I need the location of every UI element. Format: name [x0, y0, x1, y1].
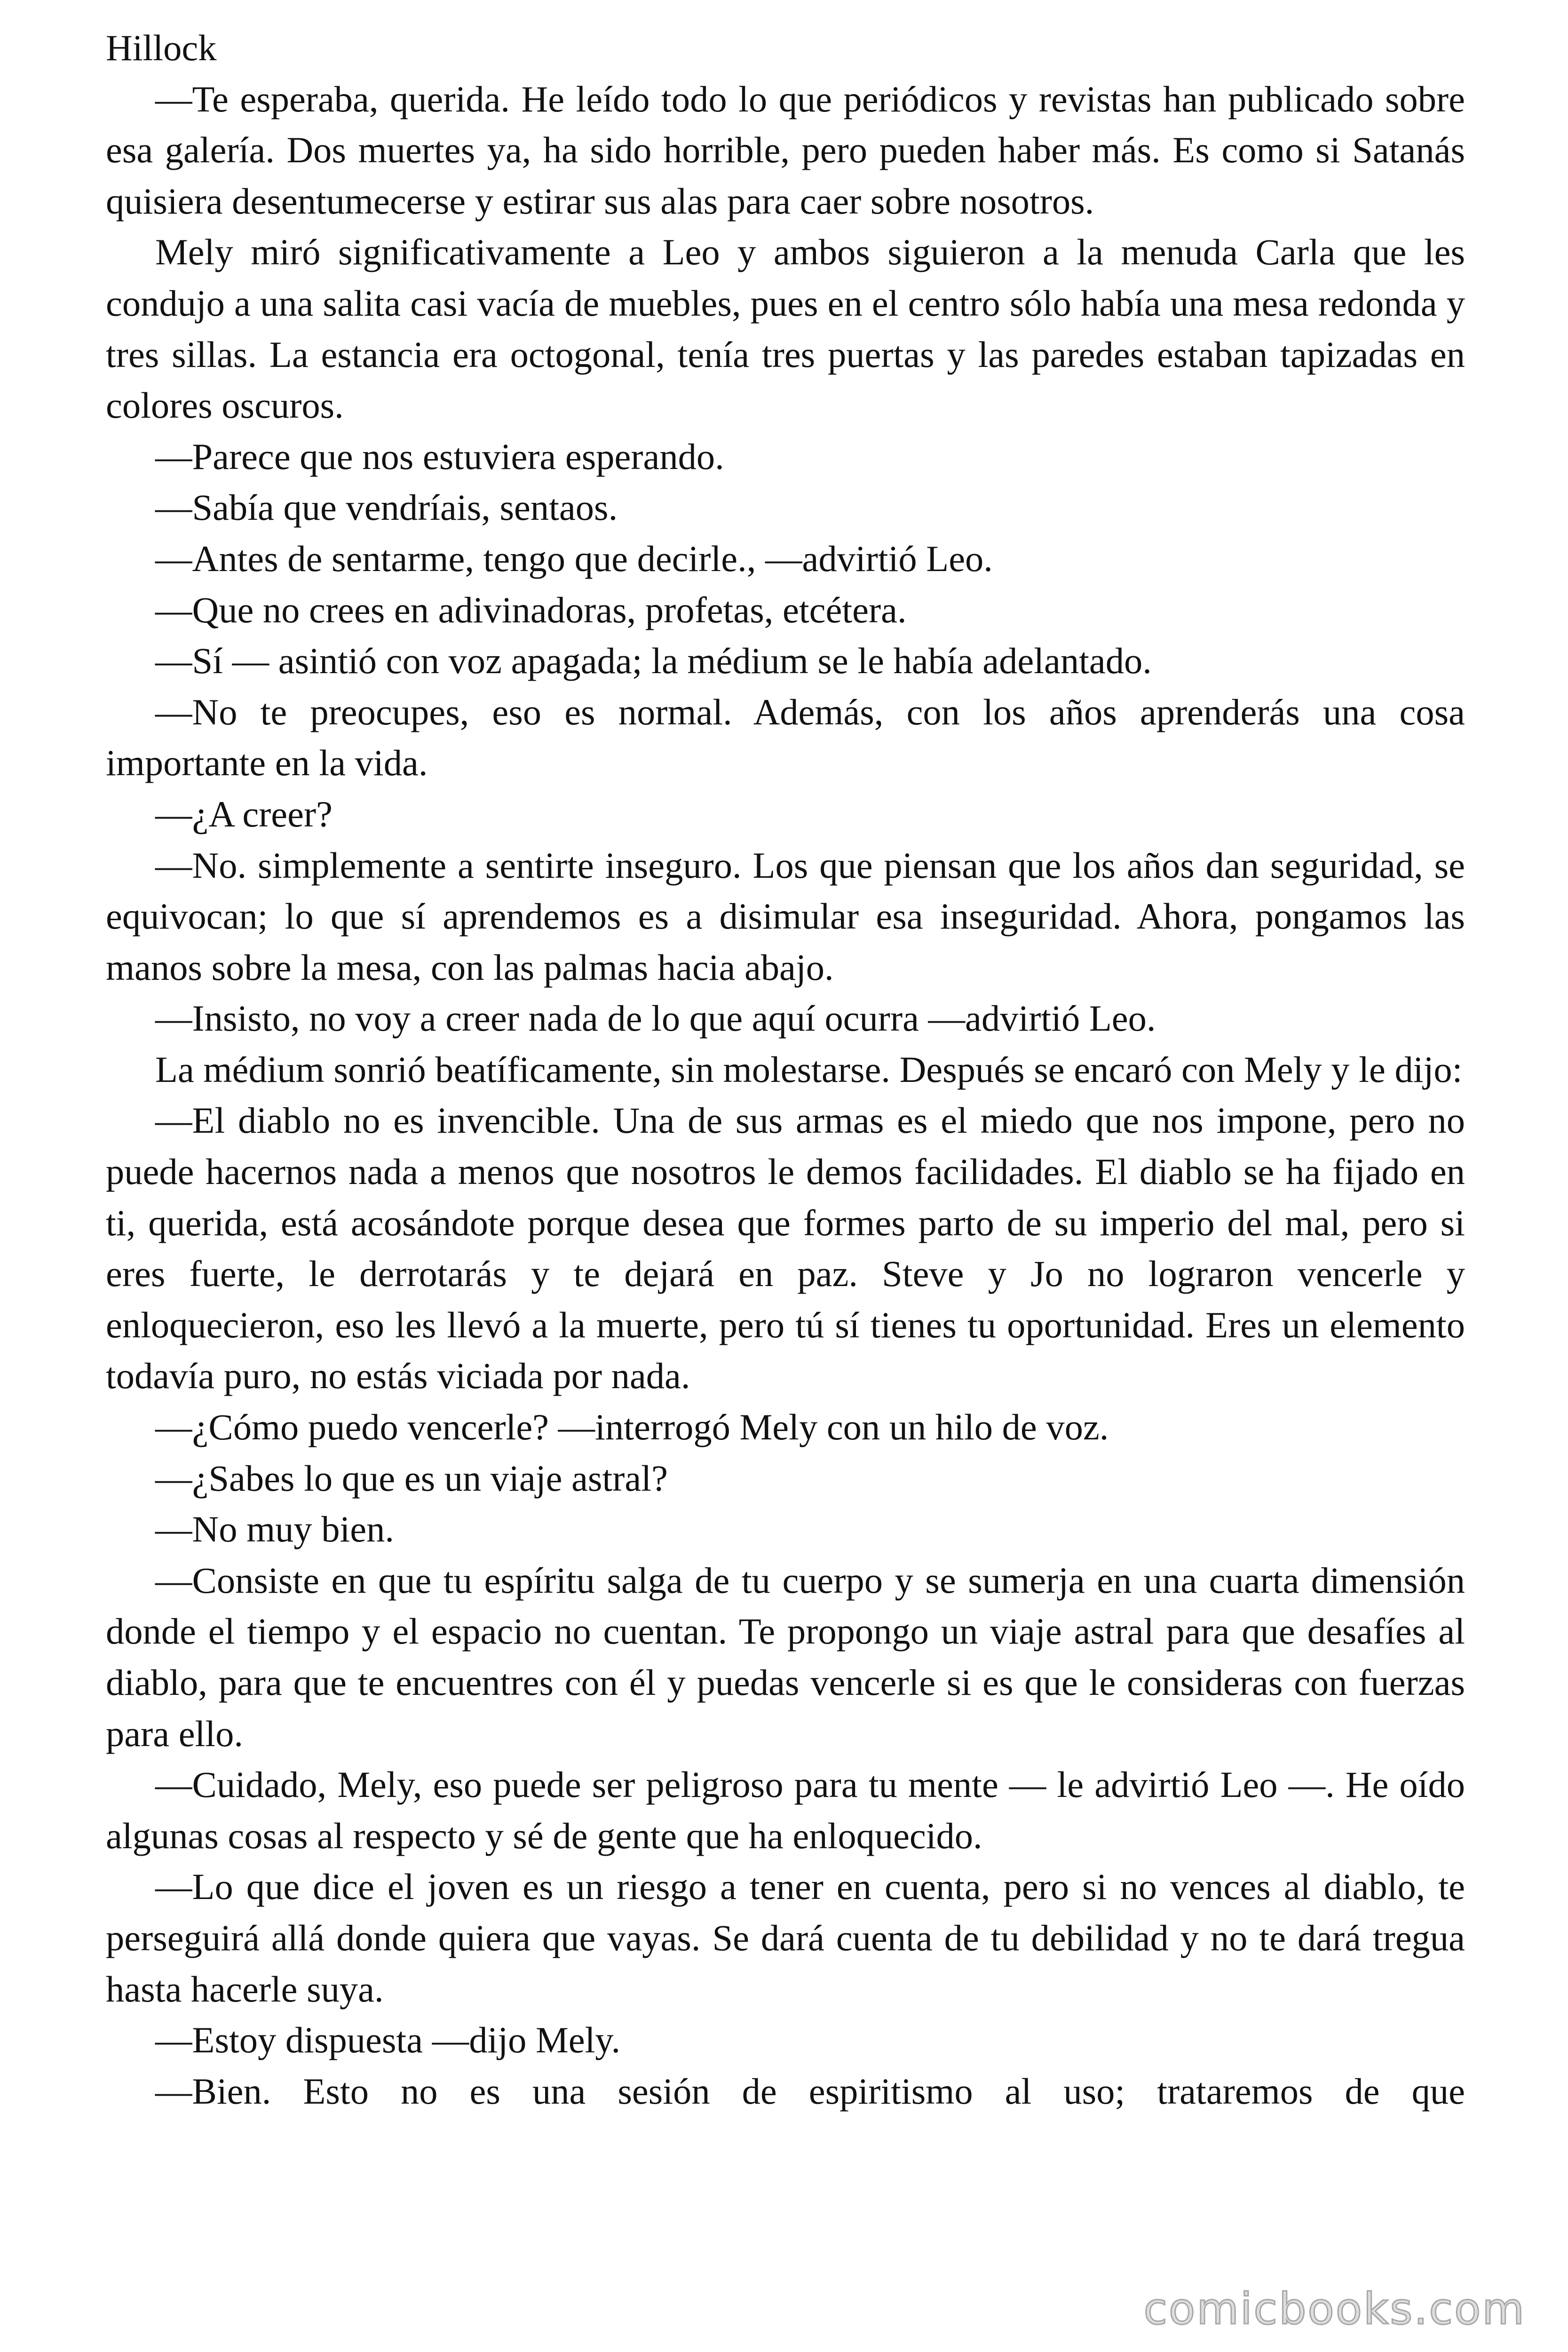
book-page [106, 23, 1465, 2117]
paragraph: —Insisto, no voy a creer nada de lo que aquí ocurra —advirtió Leo. [155, 998, 1156, 1039]
running-head: Hillock [106, 27, 217, 68]
paragraph: —Que no crees en adivinadoras, profetas, etcétera. [155, 589, 907, 630]
paragraph: La médium sonrió beatíficamente, sin molestarse. Después se encaró con Mely y le dijo: [155, 1049, 1463, 1090]
paragraph: —Sabía que vendríais, sentaos. [155, 487, 618, 528]
paragraph: —Consiste en que tu espíritu salga de tu cuerpo y se sumerja en una cuarta dimensión donde el tiempo y el espacio no cuentan. Te propongo un viaje astral para que desafíes al diablo, para que te encuentres con él y puedas vencerle si es que le consideras con fuerzas para ello. [106, 1559, 1465, 1754]
paragraph: —Lo que dice el joven es un riesgo a tener en cuenta, pero si no vences al diablo, te perseguirá allá donde quiera que vayas. Se dará cuenta de tu debilidad y no te dará tregua hasta hacerle suya. [106, 1866, 1465, 2010]
body-text [106, 74, 1465, 2117]
paragraph: —Cuidado, Mely, eso puede ser peligroso para tu mente — le advirtió Leo —. He oído algunas cosas al respecto y sé de gente que ha enloquecido. [106, 1764, 1465, 1856]
paragraph: —¿A creer? [155, 793, 333, 834]
paragraph: —Estoy dispuesta —dijo Mely. [155, 2019, 621, 2061]
paragraph: —Bien. Esto no es una sesión de espiritismo al uso; trataremos de que [155, 2070, 1465, 2112]
paragraph: —¿Sabes lo que es un viaje astral? [155, 1457, 668, 1499]
paragraph: —Te esperaba, querida. He leído todo lo que periódicos y revistas han publicado sobre esa galería. Dos muertes ya, ha sido horrible, pero pueden haber más. Es como si Satanás quisiera desentumecerse y estirar sus alas para caer sobre nosotros. [106, 78, 1465, 222]
paragraph: —Antes de sentarme, tengo que decirle., —advirtió Leo. [155, 538, 993, 579]
paragraph: —No te preocupes, eso es normal. Además, con los años aprenderás una cosa importante en la vida. [106, 691, 1465, 784]
paragraph: —No. simplemente a sentirte inseguro. Los que piensan que los años dan seguridad, se equivocan; lo que sí aprendemos es a disimular esa inseguridad. Ahora, pongamos las manos sobre la mesa, con las palmas hacia abajo. [106, 844, 1465, 988]
paragraph: —Parece que nos estuviera esperando. [155, 436, 724, 477]
paragraph: Mely miró significativamente a Leo y ambos siguieron a la menuda Carla que les condujo a una salita casi vacía de muebles, pues en el centro sólo había una mesa redonda y tres sillas. La estancia era octogonal, tenía tres puertas y las paredes estaban tapizadas en colores oscuros. [106, 231, 1465, 426]
paragraph: —¿Cómo puedo vencerle? —interrogó Mely con un hilo de voz. [155, 1406, 1109, 1448]
paragraph: —Sí — asintió con voz apagada; la médium se le había adelantado. [155, 640, 1152, 682]
paragraph: —El diablo no es invencible. Una de sus armas es el miedo que nos impone, pero no puede hacernos nada a menos que nosotros le demos facilidades. El diablo se ha fijado en ti, querida, está acosándote porque desea que formes parto de su imperio del mal, pero si eres fuerte, le derrotarás y te dejará en paz. Steve y Jo no lograron vencerle y enloquecieron, eso les llevó a la muerte, pero tú sí tienes tu oportunidad. Eres un elemento todavía puro, no estás viciada por nada. [106, 1100, 1465, 1397]
paragraph: —No muy bien. [155, 1509, 395, 1550]
watermark: comicbooks.com [1143, 2284, 1526, 2334]
